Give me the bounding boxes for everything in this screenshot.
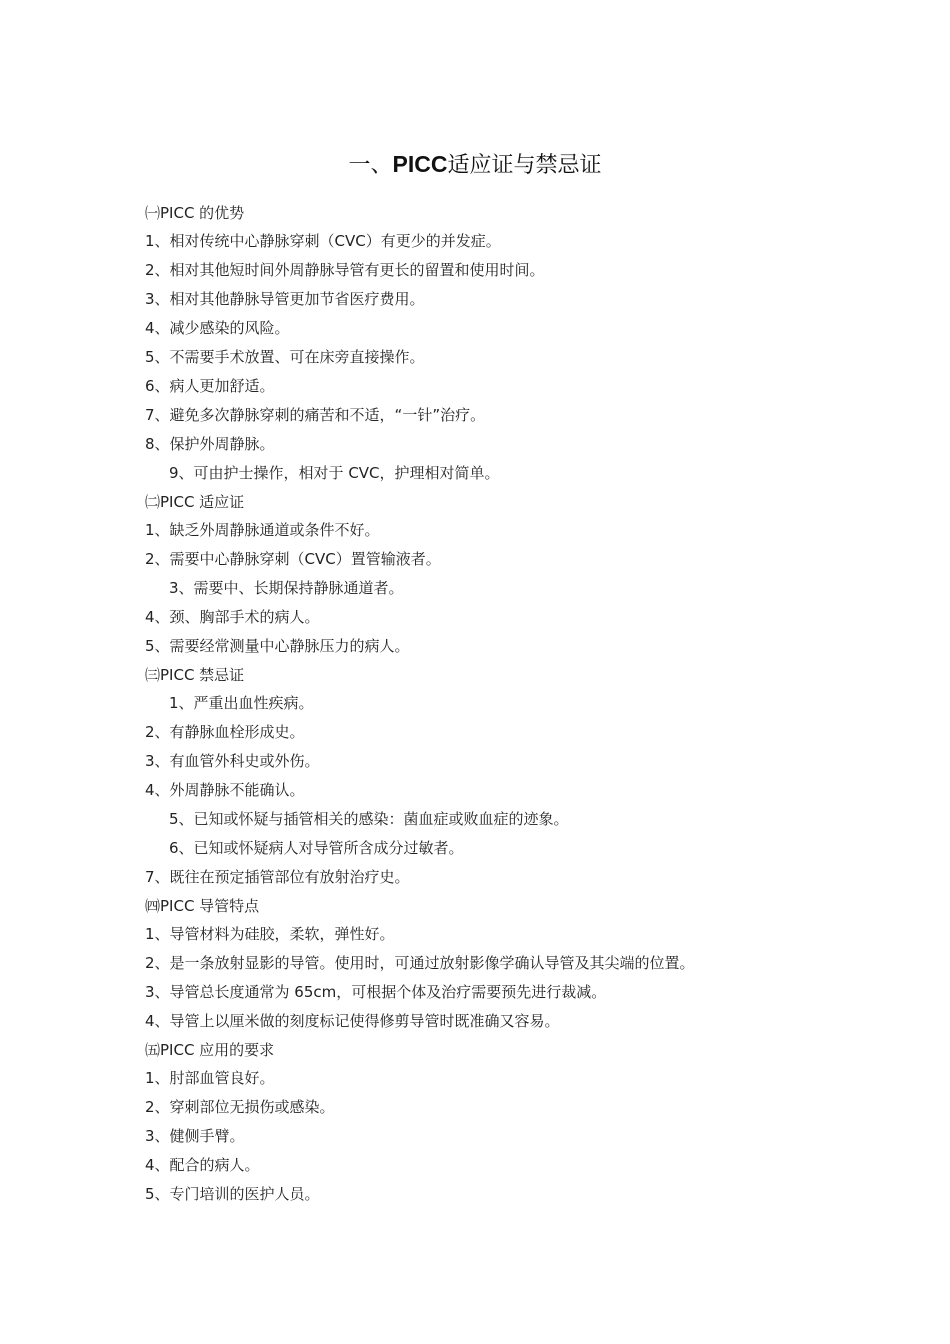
list-item: 4、颈、胸部手术的病人。 <box>145 608 320 626</box>
list-item: 5、已知或怀疑与插管相关的感染：菌血症或败血症的迹象。 <box>169 810 569 828</box>
section-heading: ㈤PICC 应用的要求 <box>145 1041 275 1059</box>
section-heading: ㈣PICC 导管特点 <box>145 897 260 915</box>
section-contraindications <box>145 661 825 892</box>
list-item: 3、需要中、长期保持静脉通道者。 <box>169 579 404 597</box>
list-item: 4、导管上以厘米做的刻度标记使得修剪导管时既准确又容易。 <box>145 1012 560 1030</box>
list-item: 6、已知或怀疑病人对导管所含成分过敏者。 <box>169 839 464 857</box>
list-item: 4、减少感染的风险。 <box>145 319 290 337</box>
list-item: 4、外周静脉不能确认。 <box>145 781 305 799</box>
list-item: 7、既往在预定插管部位有放射治疗史。 <box>145 868 410 886</box>
list-item: 8、保护外周静脉。 <box>145 435 275 453</box>
list-item: 1、肘部血管良好。 <box>145 1069 275 1087</box>
section-heading: ㈡PICC 适应证 <box>145 493 245 511</box>
list-item: 2、需要中心静脉穿刺（CVC）置管输液者。 <box>145 550 441 568</box>
document-content <box>145 199 825 1209</box>
page-title <box>0 147 950 183</box>
section-advantages <box>145 199 825 488</box>
title-prefix: 一、 <box>348 153 393 178</box>
list-item: 7、避免多次静脉穿刺的痛苦和不适，“一针”治疗。 <box>145 406 486 424</box>
list-item: 3、相对其他静脉导管更加节省医疗费用。 <box>145 290 425 308</box>
list-item: 2、是一条放射显影的导管。使用时，可通过放射影像学确认导管及其尖端的位置。 <box>145 954 695 972</box>
list-item: 3、健侧手臂。 <box>145 1127 245 1145</box>
list-item: 2、有静脉血栓形成史。 <box>145 723 305 741</box>
list-item: 5、需要经常测量中心静脉压力的病人。 <box>145 637 410 655</box>
title-rest: 适应证与禁忌证 <box>447 153 602 178</box>
list-item: 4、配合的病人。 <box>145 1156 260 1174</box>
section-application-requirements <box>145 1036 825 1209</box>
list-item: 2、相对其他短时间外周静脉导管有更长的留置和使用时间。 <box>145 261 545 279</box>
list-item: 3、有血管外科史或外伤。 <box>145 752 320 770</box>
section-heading: ㈢PICC 禁忌证 <box>145 666 245 684</box>
list-item: 6、病人更加舒适。 <box>145 377 275 395</box>
list-item: 1、严重出血性疾病。 <box>169 694 314 712</box>
section-indications <box>145 488 825 661</box>
list-item: 5、不需要手术放置、可在床旁直接操作。 <box>145 348 425 366</box>
list-item: 1、导管材料为硅胶，柔软，弹性好。 <box>145 925 395 943</box>
section-catheter-features <box>145 892 825 1036</box>
list-item: 1、缺乏外周静脉通道或条件不好。 <box>145 521 380 539</box>
list-item: 1、相对传统中心静脉穿刺（CVC）有更少的并发症。 <box>145 232 501 250</box>
list-item: 9、可由护士操作，相对于 CVC，护理相对简单。 <box>169 464 500 482</box>
title-bold: PICC <box>392 151 448 177</box>
list-item: 3、导管总长度通常为 65cm，可根据个体及治疗需要预先进行裁减。 <box>145 983 607 1001</box>
section-heading: ㈠PICC 的优势 <box>145 204 245 222</box>
list-item: 2、穿刺部位无损伤或感染。 <box>145 1098 335 1116</box>
list-item: 5、专门培训的医护人员。 <box>145 1185 320 1203</box>
